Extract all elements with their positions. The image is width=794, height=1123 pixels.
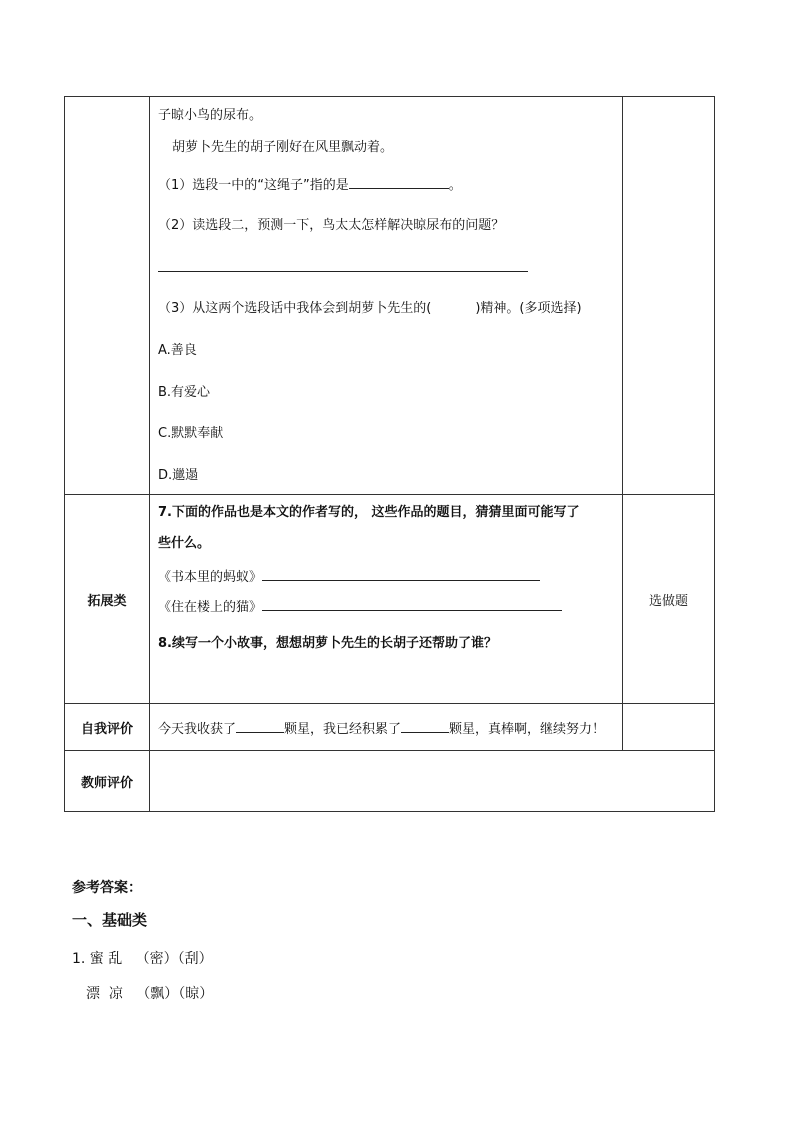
work-2-title: 《住在楼上的猫》 — [158, 600, 263, 615]
question-3 — [158, 297, 582, 316]
row1-note-cell — [623, 97, 715, 495]
passage-line-1: 子晾小鸟的尿布。 — [158, 108, 263, 123]
question-1-text: （1）选段一中的“这绳子”指的是 — [158, 178, 349, 193]
answer-blank-1[interactable] — [349, 176, 449, 189]
extension-category: 拓展类 — [65, 495, 150, 704]
answer-item-1: 1. 蜜 乱 （密）（刮） — [72, 951, 213, 967]
question-3-text: （3）从这两个选段话中我体会到胡萝卜先生的( — [158, 301, 432, 316]
self-eval-part-b: 颗星，我已经积累了 — [284, 721, 402, 737]
self-eval-part-c: 颗星，真棒啊，继续努力！ — [449, 721, 606, 737]
optional-note: 选做题 — [623, 495, 715, 704]
option-d: D.邋遢 — [158, 468, 199, 483]
question-2: （2）读选段二，预测一下，鸟太太怎样解决晾尿布的问题？ — [158, 218, 505, 233]
row1-category-cell — [65, 97, 150, 495]
self-evaluation-text — [150, 718, 622, 737]
question-1 — [158, 174, 462, 193]
work-1-title: 《书本里的蚂蚁》 — [158, 570, 263, 585]
self-evaluation-row — [65, 704, 715, 751]
teacher-evaluation-category: 教师评价 — [65, 751, 150, 812]
answers-heading: 参考答案： — [72, 880, 142, 896]
answer-item-2: 漂 凉 （飘）（晾） — [86, 986, 214, 1002]
work-1-answer-line[interactable] — [262, 568, 540, 581]
self-eval-part-a: 今天我收获了 — [158, 721, 237, 737]
question-7-line-1: 7.下面的作品也是本文的作者写的， 这些作品的题目，猜猜里面可能写了 — [158, 505, 580, 520]
passage-line-2: 胡萝卜先生的胡子刚好在风里飘动着。 — [172, 140, 394, 155]
stars-today-blank[interactable] — [236, 720, 284, 733]
question-8: 8.续写一个小故事，想想胡萝卜先生的长胡子还帮助了谁？ — [158, 636, 497, 651]
work-2 — [158, 596, 562, 615]
option-b: B.有爱心 — [158, 385, 211, 400]
reading-questions-row — [65, 97, 715, 495]
teacher-evaluation-row — [65, 751, 715, 812]
work-2-answer-line[interactable] — [262, 598, 562, 611]
row1-content-cell — [150, 97, 623, 495]
option-c: C.默默奉献 — [158, 426, 224, 441]
answer-line-2[interactable] — [158, 259, 528, 272]
answers-section-title: 一、基础类 — [72, 911, 148, 929]
teacher-evaluation-content[interactable] — [150, 751, 715, 812]
stars-total-blank[interactable] — [401, 720, 449, 733]
option-a: A.善良 — [158, 343, 197, 358]
question-1-end: 。 — [448, 178, 462, 193]
self-evaluation-content — [150, 704, 623, 751]
work-1 — [158, 566, 540, 585]
question-7-line-2: 些什么。 — [158, 536, 211, 551]
self-evaluation-note-cell — [623, 704, 715, 751]
self-evaluation-category: 自我评价 — [65, 704, 150, 751]
extension-content-cell — [150, 495, 623, 704]
worksheet-table — [64, 96, 715, 812]
question-3-suffix: )精神。(多项选择) — [475, 301, 582, 316]
extension-row — [65, 495, 715, 704]
